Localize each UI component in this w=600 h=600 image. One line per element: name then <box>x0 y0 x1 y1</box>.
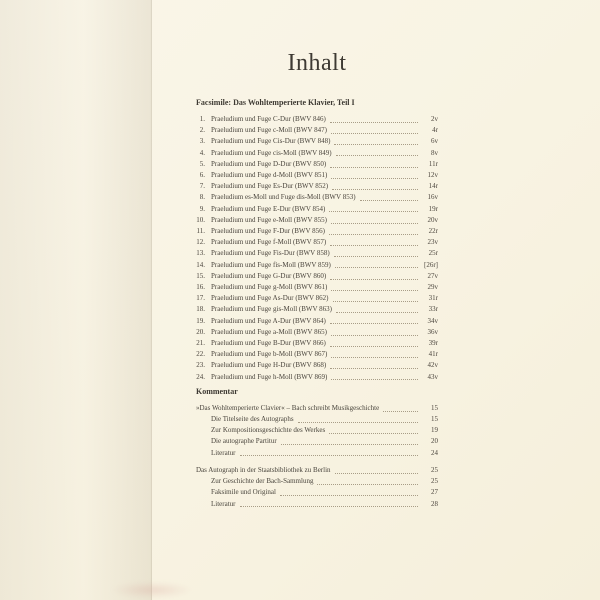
entry-title: Praeludium und Fuge e-Moll (BWV 855) <box>211 215 327 224</box>
kommentar-list <box>196 403 438 510</box>
entry-page: 29v <box>427 283 438 292</box>
dot-leader <box>333 301 419 302</box>
toc-entry <box>196 360 438 371</box>
toc-entry <box>196 338 438 349</box>
entry-number: 3. <box>199 137 205 146</box>
entry-title: Literatur <box>211 448 236 457</box>
toc-entry <box>196 136 438 147</box>
kommentar-entry <box>196 487 438 498</box>
page-title: Inhalt <box>287 50 347 76</box>
entry-title: Praeludium und Fuge D-Dur (BWV 850) <box>211 159 327 168</box>
entry-title: Praeludium und Fuge E-Dur (BWV 854) <box>211 204 326 213</box>
toc-entry <box>196 159 438 170</box>
entry-number: 5. <box>199 159 205 168</box>
facsimile-heading: Facsimile: Das Wohltemperierte Klavier, Teil I <box>196 98 355 107</box>
dot-leader <box>331 133 418 134</box>
page-smudge <box>112 582 192 598</box>
entry-title: Praeludium und Fuge Es-Dur (BWV 852) <box>211 182 329 191</box>
entry-page: [26r] <box>424 260 438 269</box>
entry-page: 19 <box>431 426 438 435</box>
entry-title: Praeludium es-Moll und Fuge dis-Moll (BWV 853) <box>211 193 356 202</box>
kommentar-entry <box>196 436 438 447</box>
dot-leader <box>335 473 418 474</box>
entry-page: 2v <box>431 115 438 123</box>
dot-leader <box>332 189 418 190</box>
dot-leader <box>331 357 418 358</box>
dot-leader <box>336 155 418 156</box>
dot-leader <box>334 144 418 145</box>
toc-entry <box>196 248 438 259</box>
entry-title: Praeludium und Fuge d-Moll (BWV 851) <box>211 171 328 180</box>
dot-leader <box>330 167 418 168</box>
dot-leader <box>329 433 418 434</box>
toc-content <box>196 0 438 510</box>
entry-title: Praeludium und Fuge G-Dur (BWV 860) <box>211 271 327 280</box>
entry-page: 22r <box>428 227 438 236</box>
entry-title: Die Titelseite des Autographs <box>211 415 294 424</box>
toc-entry <box>196 125 438 136</box>
entry-page: 11r <box>428 159 438 168</box>
kommentar-group <box>196 465 438 510</box>
toc-entry <box>196 282 438 293</box>
entry-number: 1. <box>199 115 205 123</box>
entry-title: Praeludium und Fuge C-Dur (BWV 846) <box>211 115 326 123</box>
dot-leader <box>334 256 418 257</box>
entry-number: 21. <box>196 339 205 348</box>
dot-leader <box>360 200 418 201</box>
entry-title: »Das Wohltemperierte Clavier« – Bach schreibt Musikgeschichte <box>196 403 380 412</box>
entry-number: 2. <box>199 126 205 135</box>
entry-number: 17. <box>196 294 205 303</box>
dot-leader <box>330 346 418 347</box>
entry-number: 9. <box>199 204 205 213</box>
entry-title: Praeludium und Fuge F-Dur (BWV 856) <box>211 227 325 236</box>
dot-leader <box>330 279 418 280</box>
entry-number: 23. <box>196 361 205 370</box>
entry-title: Das Autograph in der Staatsbibliothek zu Berlin <box>196 465 331 474</box>
entry-number: 12. <box>196 238 205 247</box>
entry-page: 27 <box>431 488 438 497</box>
entry-title: Praeludium und Fuge As-Dur (BWV 862) <box>211 294 329 303</box>
entry-number: 10. <box>196 215 205 224</box>
toc-entry <box>196 316 438 327</box>
entry-page: 23v <box>427 238 438 247</box>
entry-number: 6. <box>199 171 205 180</box>
entry-title: Praeludium und Fuge B-Dur (BWV 866) <box>211 339 326 348</box>
entry-page: 12v <box>427 171 438 180</box>
entry-title: Praeludium und Fuge g-Moll (BWV 861) <box>211 283 328 292</box>
kommentar-heading: Kommentar <box>196 386 238 396</box>
dot-leader <box>281 444 418 445</box>
entry-number: 20. <box>196 327 205 336</box>
entry-number: 13. <box>196 249 205 258</box>
dot-leader <box>280 495 418 496</box>
dot-leader <box>298 422 418 423</box>
entry-page: 25 <box>431 477 438 486</box>
dot-leader <box>331 290 418 291</box>
kommentar-entry <box>196 414 438 425</box>
entry-page: 27v <box>427 271 438 280</box>
entry-title: Praeludium und Fuge f-Moll (BWV 857) <box>211 238 327 247</box>
dot-leader <box>331 379 418 380</box>
kommentar-entry <box>196 465 438 476</box>
entry-number: 14. <box>196 260 205 269</box>
entry-page: 34v <box>427 316 438 325</box>
toc-entry <box>196 372 438 383</box>
entry-title: Die autographe Partitur <box>211 437 277 446</box>
entry-title: Praeludium und Fuge a-Moll (BWV 865) <box>211 327 327 336</box>
toc-entry <box>196 237 438 248</box>
dot-leader <box>335 267 418 268</box>
toc-entry <box>196 204 438 215</box>
toc-entry <box>196 226 438 237</box>
entry-page: 36v <box>427 327 438 336</box>
page-gutter-shadow <box>0 0 152 600</box>
entry-number: 22. <box>196 350 205 359</box>
toc-entry <box>196 181 438 192</box>
dot-leader <box>329 234 418 235</box>
entry-page: 39r <box>428 339 438 348</box>
entry-title: Zur Geschichte der Bach-Sammlung <box>211 477 314 486</box>
entry-title: Praeludium und Fuge h-Moll (BWV 869) <box>211 372 328 381</box>
dot-leader <box>329 211 418 212</box>
entry-page: 14r <box>428 182 438 191</box>
entry-title: Praeludium und Fuge Fis-Dur (BWV 858) <box>211 249 330 258</box>
facsimile-list <box>196 114 438 383</box>
entry-title: Praeludium und Fuge b-Moll (BWV 867) <box>211 350 328 359</box>
dot-leader <box>383 411 418 412</box>
dot-leader <box>330 122 418 123</box>
entry-title: Praeludium und Fuge gis-Moll (BWV 863) <box>211 305 333 314</box>
kommentar-entry <box>196 425 438 436</box>
dot-leader <box>240 506 419 507</box>
entry-number: 18. <box>196 305 205 314</box>
dot-leader <box>331 223 418 224</box>
entry-number: 19. <box>196 316 205 325</box>
toc-entry <box>196 170 438 181</box>
toc-entry <box>196 304 438 315</box>
entry-page: 25r <box>428 249 438 258</box>
entry-page: 15 <box>431 415 438 424</box>
entry-page: 15 <box>431 403 438 412</box>
entry-page: 20v <box>427 215 438 224</box>
toc-entry <box>196 215 438 226</box>
kommentar-entry <box>196 448 438 459</box>
entry-page: 28 <box>431 499 438 508</box>
kommentar-entry <box>196 476 438 487</box>
entry-page: 25 <box>431 465 438 474</box>
entry-page: 20 <box>431 437 438 446</box>
kommentar-entry <box>196 403 438 414</box>
kommentar-group <box>196 403 438 459</box>
dot-leader <box>331 178 418 179</box>
dot-leader <box>317 484 418 485</box>
entry-title: Faksimile und Original <box>211 488 276 497</box>
toc-entry <box>196 293 438 304</box>
dot-leader <box>330 245 418 246</box>
toc-entry <box>196 349 438 360</box>
entry-number: 15. <box>196 271 205 280</box>
entry-title: Praeludium und Fuge Cis-Dur (BWV 848) <box>211 137 331 146</box>
entry-number: 4. <box>199 148 205 157</box>
entry-page: 42v <box>427 361 438 370</box>
entry-page: 41r <box>428 350 438 359</box>
entry-page: 4r <box>432 126 438 135</box>
dot-leader <box>330 323 418 324</box>
entry-page: 19r <box>428 204 438 213</box>
kommentar-entry <box>196 499 438 510</box>
entry-page: 43v <box>427 372 438 381</box>
dot-leader <box>240 455 419 456</box>
entry-page: 8v <box>431 148 438 157</box>
entry-title: Literatur <box>211 499 236 508</box>
toc-entry <box>196 114 438 125</box>
entry-title: Praeludium und Fuge fis-Moll (BWV 859) <box>211 260 331 269</box>
entry-page: 33r <box>428 305 438 314</box>
toc-entry <box>196 192 438 203</box>
entry-number: 24. <box>196 372 205 381</box>
toc-entry <box>196 148 438 159</box>
entry-page: 24 <box>431 448 438 457</box>
entry-page: 31r <box>428 294 438 303</box>
entry-number: 7. <box>199 182 205 191</box>
entry-page: 6v <box>431 137 438 146</box>
entry-number: 11. <box>196 227 205 236</box>
toc-entry <box>196 327 438 338</box>
dot-leader <box>336 312 418 313</box>
entry-page: 16v <box>427 193 438 202</box>
toc-entry <box>196 260 438 271</box>
entry-number: 16. <box>196 283 205 292</box>
entry-title: Praeludium und Fuge H-Dur (BWV 868) <box>211 361 327 370</box>
dot-leader <box>331 335 418 336</box>
entry-title: Zur Kompositionsgeschichte des Werkes <box>211 426 326 435</box>
entry-title: Praeludium und Fuge cis-Moll (BWV 849) <box>211 148 332 157</box>
entry-title: Praeludium und Fuge c-Moll (BWV 847) <box>211 126 327 135</box>
toc-entry <box>196 271 438 282</box>
entry-title: Praeludium und Fuge A-Dur (BWV 864) <box>211 316 326 325</box>
entry-number: 8. <box>199 193 205 202</box>
dot-leader <box>330 368 418 369</box>
